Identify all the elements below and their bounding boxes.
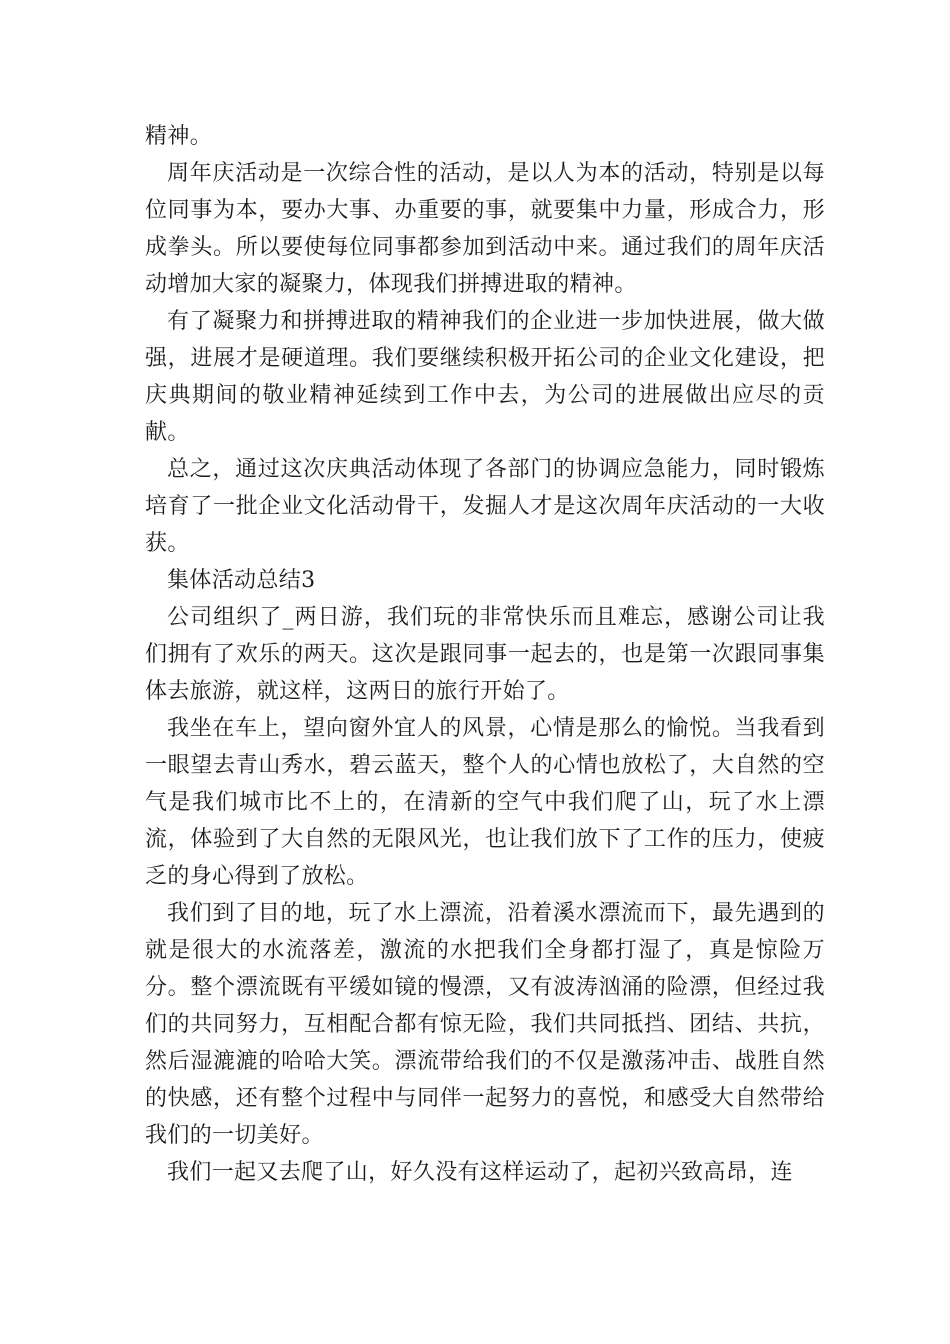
paragraph-climbing: 我们一起又去爬了山，好久没有这样运动了，起初兴致高昂，连 <box>167 1160 793 1185</box>
paragraph-continuation: 精神。 <box>145 124 213 149</box>
paragraph-conclusion: 总之，通过这次庆典活动体现了各部门的协调应急能力，同时锻炼培育了一批企业文化活动骨干，发掘人才是这次周年庆活动的一大收获。 <box>145 457 825 556</box>
section-heading: 集体活动总结3 <box>167 568 316 593</box>
paragraph-cohesion: 有了凝聚力和拼搏进取的精神我们的企业进一步加快进展，做大做强，进展才是硬道理。我们要继续积极开拓公司的企业文化建设，把庆典期间的敬业精神延续到工作中去，为公司的进展做出应尽的贡献。 <box>145 309 825 445</box>
paragraph-rafting: 我们到了目的地，玩了水上漂流，沿着溪水漂流而下，最先遇到的就是很大的水流落差，激流的水把我们全身都打湿了，真是惊险万分。整个漂流既有平缓如镜的慢漂，又有波涛汹涌的险漂，但经过我们的共同努力，互相配合都有惊无险，我们共同抵挡、团结、共抗，然后湿漉漉的哈哈大笑。漂流带给我们的不仅是激荡冲击、战胜自然的快感，还有整个过程中与同伴一起努力的喜悦，和感受大自然带给我们的一切美好。 <box>145 901 825 1148</box>
document-body <box>145 118 825 1191</box>
paragraph-scenery: 我坐在车上，望向窗外宜人的风景，心情是那么的愉悦。当我看到一眼望去青山秀水，碧云蓝天，整个人的心情也放松了，大自然的空气是我们城市比不上的，在清新的空气中我们爬了山，玩了水上漂流，体验到了大自然的无限风光，也让我们放下了工作的压力，使疲乏的身心得到了放松。 <box>145 716 825 889</box>
paragraph-trip-intro: 公司组织了_两日游，我们玩的非常快乐而且难忘，感谢公司让我们拥有了欢乐的两天。这次是跟同事一起去的，也是第一次跟同事集体去旅游，就这样，这两日的旅行开始了。 <box>145 605 825 704</box>
paragraph-anniversary-activity: 周年庆活动是一次综合性的活动，是以人为本的活动，特别是以每位同事为本，要办大事、办重要的事，就要集中力量，形成合力，形成拳头。所以要使每位同事都参加到活动中来。通过我们的周年庆活动增加大家的凝聚力，体现我们拼搏进取的精神。 <box>145 161 825 297</box>
